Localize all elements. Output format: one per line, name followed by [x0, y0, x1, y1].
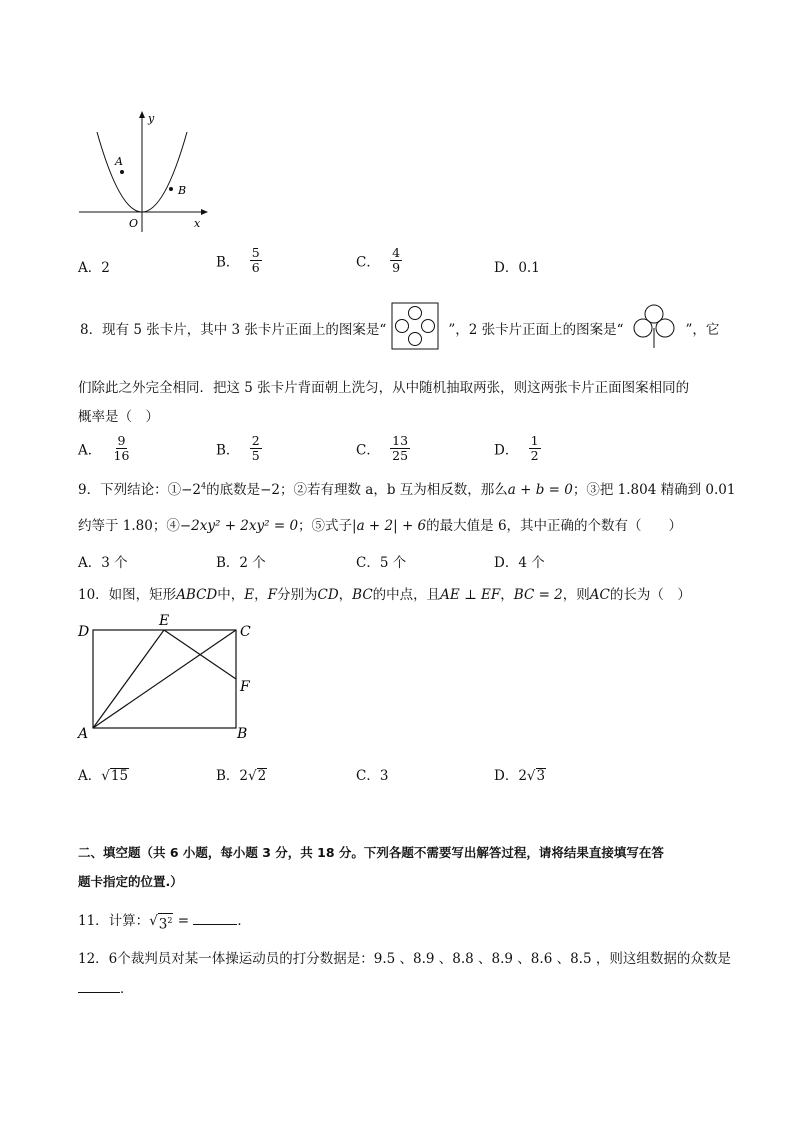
label-f: F [240, 679, 250, 695]
q10-option-d: D．2√ 3 [494, 768, 546, 784]
q9-option-d: D．4 个 [494, 555, 545, 571]
label-e: E [159, 613, 170, 629]
label-d: D [78, 624, 90, 640]
q9-line2: 约等于 1.80；④−2xy² + 2xy² = 0；⑤式子|a + 2| + 6的最大值是 6，其中正确的个数有（ ） [78, 518, 683, 534]
q8-line3: 概率是（ ） [78, 409, 159, 425]
q10-option-b: B．2√ 2 [216, 768, 267, 784]
q10-option-c: C．3 [356, 768, 389, 784]
q7-option-c: C． $\frac{4}{9}$ [356, 245, 401, 275]
point-b-label: B [178, 184, 187, 197]
parabola-graph [75, 108, 215, 233]
rectangle-diagram [74, 612, 264, 742]
point-a [120, 170, 124, 174]
q8-line1: 8．现有 5 张卡片，其中 3 张卡片正面上的图案是“ ”，2 张卡片正面上的图案是“ ”，它 [80, 322, 720, 338]
origin-label: O [129, 217, 139, 230]
q11: 11．计算：√ $3^2$ = ． [78, 913, 251, 933]
q10-stem: 10．如图，矩形ABCD中，E，F分别为CD，BC的中点，且AE ⊥ EF，BC = 2，则AC的长为（ ） [78, 587, 691, 603]
card-pattern-circles-icon [391, 302, 439, 350]
q12-answer-blank[interactable] [78, 980, 120, 993]
section-2-heading: 二、填空题（共 6 小题，每小题 3 分，共 18 分。下列各题不需要写出解答过程，请将结果直接填写在答 [78, 845, 664, 860]
q7-option-a: A．2 [78, 260, 110, 276]
card-pattern-clover-icon [630, 302, 678, 350]
q8-option-c: C． $\frac{13}{25}$ [356, 433, 409, 463]
segment-ae [93, 630, 164, 728]
label-a: A [78, 726, 89, 742]
segment-ac [93, 630, 236, 728]
q8-option-b: B． $\frac{2}{5}$ [216, 433, 260, 463]
q9-option-a: A．3 个 [78, 555, 128, 571]
point-a-label: A [115, 155, 123, 168]
q9-option-c: C．5 个 [356, 555, 407, 571]
q12-line2: ． [78, 977, 134, 997]
q7-option-d: D．0.1 [494, 260, 540, 276]
q9-option-b: B．2 个 [216, 555, 266, 571]
q12-line1: 12．6个裁判员对某一体操运动员的打分数据是：9.5 、8.9 、8.8 、8.9 、8.6 、8.5 ，则这组数据的众数是 [78, 951, 731, 967]
x-axis-label: x [194, 217, 201, 230]
q7-option-b: B． $\frac{5}{6}$ [216, 245, 260, 275]
q8-option-a: A． $\frac{9}{16}$ [78, 433, 130, 463]
q8-line2: 们除此之外完全相同．把这 5 张卡片背面朝上洗匀，从中随机抽取两张，则这两张卡片正面图案相同的 [78, 380, 690, 396]
q8-option-d: D． $\frac{1}{2}$ [494, 433, 539, 463]
section-2-heading-cont: 题卡指定的位置.） [78, 874, 183, 889]
label-c: C [240, 624, 251, 640]
label-b: B [237, 726, 248, 742]
q9-line1: 9．下列结论：$①-2^4$的底数是−2；②若有理数 a，b 互为相反数，那么a + b = 0；③把 1.804 精确到 0.01 [78, 481, 736, 498]
q11-answer-blank[interactable] [193, 912, 237, 925]
y-axis-label: y [148, 112, 155, 125]
point-b [169, 187, 173, 191]
q10-option-a: A．√ 15 [78, 768, 129, 784]
